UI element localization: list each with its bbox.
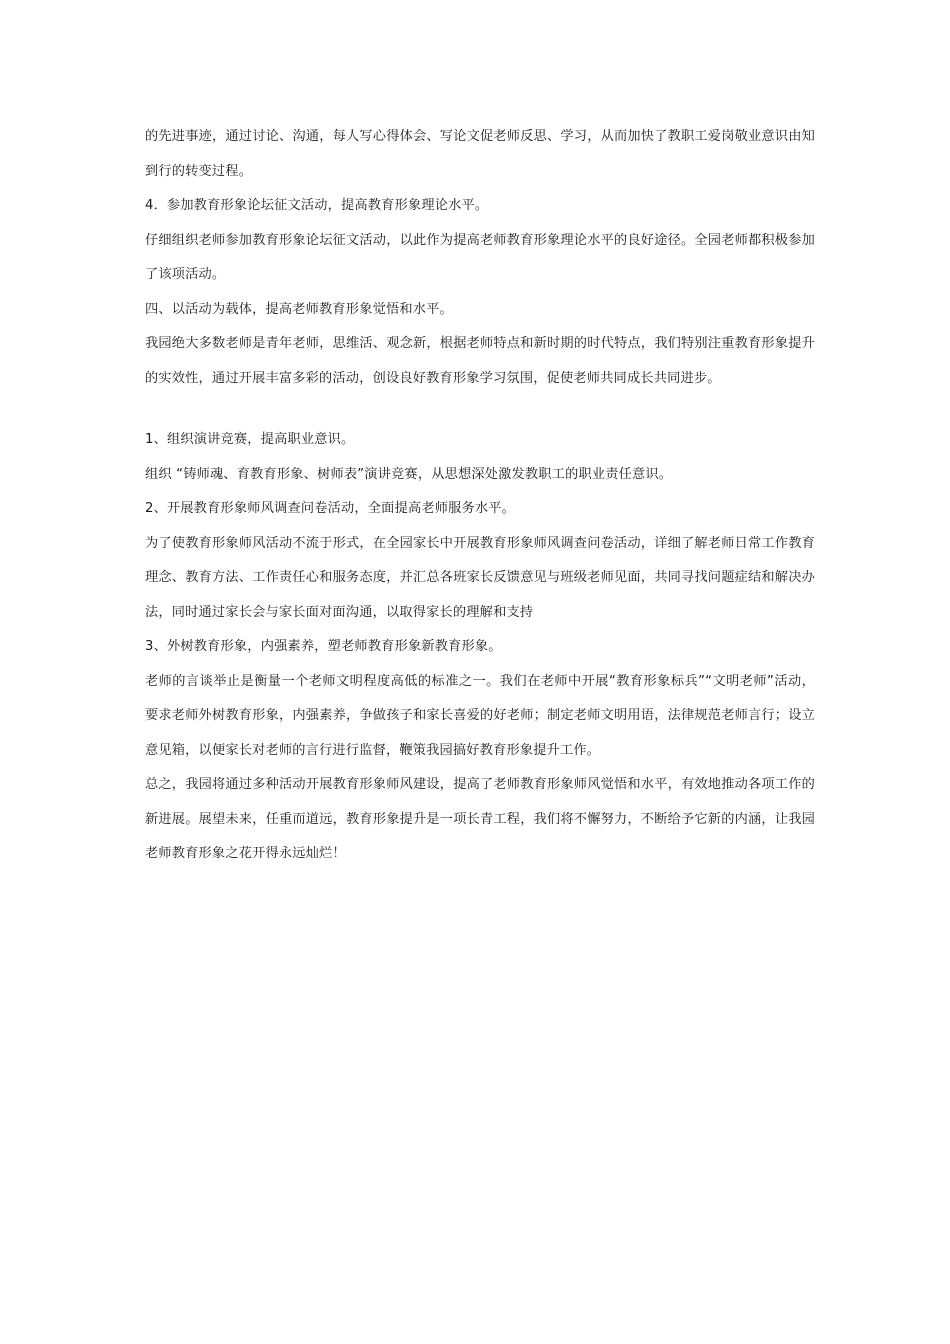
document-body: [145, 120, 815, 872]
paragraph-essay-activity: 仔细组织老师参加教育形象论坛征文活动，以此作为提高老师教育形象理论水平的良好途径。全园老师都积极参加了该项活动。: [145, 232, 815, 282]
paragraph-section-four: 我园绝大多数老师是青年老师，思维活、观念新，根据老师特点和新时期的时代特点，我们特别注重教育形象提升的实效性，通过开展丰富多彩的活动，创设良好教育形象学习氛围，促使老师共同成长共同进步。: [145, 336, 815, 386]
heading-image-building: 3、外树教育形象，内强素养，塑老师教育形象新教育形象。: [145, 639, 502, 654]
paragraph-spacer: [145, 396, 815, 423]
heading-essay-activity: 4．参加教育形象论坛征文活动，提高教育形象理论水平。: [145, 198, 489, 213]
heading-section-four: 四、以活动为载体，提高老师教育形象觉悟和水平。: [145, 301, 453, 317]
heading-survey: 2、开展教育形象师风调查问卷活动，全面提高老师服务水平。: [145, 501, 516, 516]
paragraph-conclusion: 总之，我园将通过多种活动开展教育形象师风建设，提高了老师教育形象师风觉悟和水平，有效地推动各项工作的新进展。展望未来，任重而道远，教育形象提升是一项长青工程，我们将不懈努力，不断给予它新的内涵，让我园老师教育形象之花开得永远灿烂！: [145, 777, 815, 861]
paragraph-speech-contest: 组织 “铸师魂、育教育形象、树师表”演讲竞赛，从思想深处激发教职工的职业责任意识。: [145, 466, 673, 482]
paragraph-image-building: 老师的言谈举止是衡量一个老师文明程度高低的标准之一。我们在老师中开展“教育形象标兵”“文明老师”活动，要求老师外树教育形象，内强素养，争做孩子和家长喜爱的好老师；制定老师文明用语，法律规范老师言行；设立意见箱，以便家长对老师的言行进行监督，鞭策我园搞好教育形象提升工作。: [145, 673, 815, 758]
paragraph-continuation: 的先进事迹，通过讨论、沟通，每人写心得体会、写论文促老师反思、学习，从而加快了教职工爱岗敬业意识由知到行的转变过程。: [145, 129, 815, 179]
heading-speech-contest: 1、组织演讲竞赛，提高职业意识。: [145, 432, 355, 447]
paragraph-survey: 为了使教育形象师风活动不流于形式，在全园家长中开展教育形象师风调查问卷活动，详细了解老师日常工作教育理念、教育方法、工作责任心和服务态度，并汇总各班家长反馈意见与班级老师见面，共同寻找问题症结和解决办法，同时通过家长会与家长面对面沟通，以取得家长的理解和支持: [145, 535, 815, 620]
